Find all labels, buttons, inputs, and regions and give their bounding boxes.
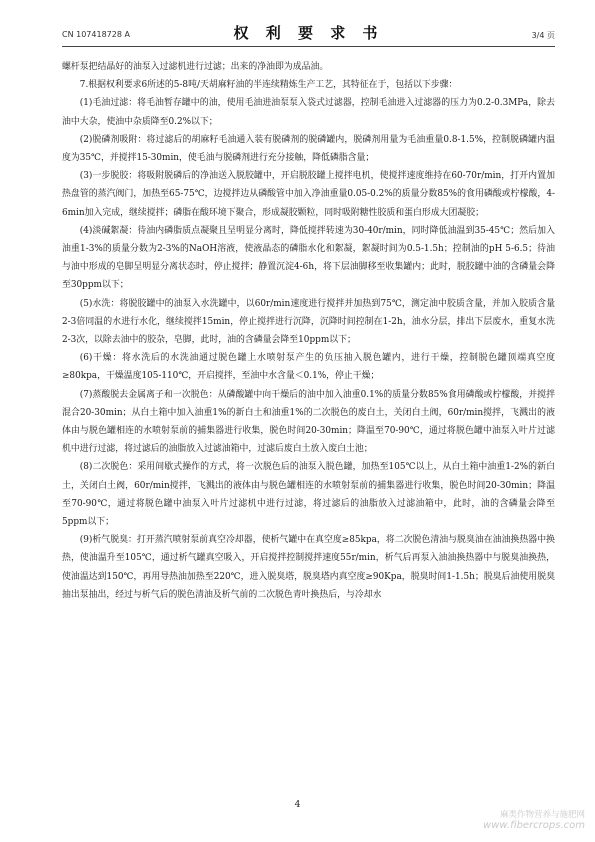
watermark bbox=[483, 808, 585, 831]
claim-paragraph: 螺杆泵把结晶好的油泵入过滤机进行过滤；出来的净油即为成品油。 bbox=[62, 62, 329, 72]
claim-paragraph: (9)析气脱臭：打开蒸汽喷射泵前真空冷却器，使析气罐中在真空度≥85kpa，将二次脱色清油与脱臭油在油油换热器中换热，使油温升至105℃，通过析气罐真空吸入，开启搅拌控制搅拌速度55r/min，析气后再泵入油油换热器中与脱臭油换热，使油温达到150℃，再用导热油加热至220℃，进入脱臭塔，脱臭塔内真空度≥90Kpa，脱臭时间1-1.5h；脱臭后油使用脱臭抽出泵抽出，经过与析气后的脱色清油及析气前的二次脱色青叶换热后，与冷却水 bbox=[62, 535, 555, 600]
claim-paragraph: (6)干燥：将水洗后的水洗油通过脱色罐上水喷射泵产生的负压抽入脱色罐内，进行干燥，控制脱色罐顶端真空度≥80kpa，干燥温度105-110℃，开启搅拌，至油中水含量＜0.1%，停止干燥； bbox=[62, 353, 555, 382]
watermark-site-name: 麻类作物营养与施肥网 bbox=[499, 810, 585, 820]
claim-paragraph: (7)蒸酸脱去金属离子和一次脱色：从磷酸罐中向干燥后的油中加入油重0.1%的质量分数85%食用磷酸或柠檬酸，并搅拌混合20-30min；从白土箱中加入油重1%的新白土和油重1%的二次脱色的废白土，关闭白土阀，60r/min搅拌，飞溅出的液体由与脱色罐相连的水喷射泵前的捕集器进行收集，脱色时间20-30min；降温至70-90℃，通过将脱色罐中油泵入叶片过滤机中进行过滤，将过滤后的油脂放入过滤油箱中，过滤后废白土放入废白土池； bbox=[62, 389, 555, 455]
claim-paragraph: (8)二次脱色：采用间歇式操作的方式，将一次脱色后的油泵入脱色罐，加热至105℃以上，从白土箱中油重1-2%的新白土，关闭白土阀，60r/min搅拌，飞溅出的液体由与脱色罐相连的水喷射泵前的捕集器进行收集，脱色时间20-30min；降温至70-90℃，通过将脱色罐中油泵入叶片过滤机中进行过滤，将过滤后的油脂放入过滤油箱中，此时，油的含磷量会降至5ppm以下； bbox=[62, 462, 555, 528]
page-header bbox=[62, 18, 555, 48]
watermark-url: www.fibercrops.com bbox=[483, 820, 585, 831]
claims-body bbox=[62, 58, 555, 604]
claim-paragraph: (4)淡碱絮凝：待油内磷脂质点凝聚且呈明显分离时，降低搅拌转速为30-40r/min，同时降低油温到35-45℃；然后加入油重1-3%的质量分数为2-3%的NaOH溶液，使液晶态的磷脂水化和絮凝，絮凝时间为0.5-1.5h；控制油的pH 5-6.5；待油与油中形成的皂脚呈明显分离状态时，停止搅拌；静置沉淀4-6h，将下层油脚移至收集罐内；此时，脱胶罐中油的含磷量会降至30ppm以下； bbox=[62, 225, 555, 291]
page-number: 4 bbox=[294, 800, 301, 810]
claim-paragraph: 7.根据权利要求6所述的5-8吨/天胡麻籽油的半连续精炼生产工艺，其特征在于，包括以下步骤： bbox=[79, 80, 458, 91]
claim-paragraph: (5)水洗：将脱胶罐中的油泵入水洗罐中，以60r/min速度进行搅拌并加热到75℃，测定油中胶质含量，并加入胶质含量2-3倍同温的水进行水化，继续搅拌15min，停止搅拌进行沉降，沉降时间控制在1-2h，油水分层，排出下层废水，重复水洗2-3次，以除去油中的胶杂，皂脚，此时，油的含磷量会降至10ppm以下； bbox=[62, 298, 555, 346]
header-divider bbox=[62, 46, 555, 47]
page-info: 3/4 页 bbox=[531, 31, 555, 40]
claim-paragraph: (1)毛油过滤：将毛油暂存罐中的油，使用毛油进油泵泵入袋式过滤器，控制毛油进入过滤器的压力为0.2-0.3MPa，除去油中大杂，使油中杂质降至0.2%以下； bbox=[62, 98, 555, 127]
patent-number: CN 107418728 A bbox=[62, 30, 130, 39]
claim-paragraph: (3)一步脱胶：将吸附脱磷后的净油送入脱胶罐中，开启脱胶罐上搅拌电机，使搅拌速度维持在60-70r/min，打开内置加热盘管的蒸汽阀门，加热至65-75℃，边搅拌边从磷酸管中加入净油重量0.05-0.2%的质量分数85%的食用磷酸或柠檬酸，4-6min加入完成，继续搅拌；磷脂在酸环境下聚合，形成凝胶颗粒，同时吸附糖性胶质和蛋白形成大团凝胶； bbox=[62, 171, 555, 218]
document-title: 权 利 要 求 书 bbox=[233, 24, 384, 42]
claim-paragraph: (2)脱磷剂吸附：将过滤后的胡麻籽毛油通入装有脱磷剂的脱磷罐内，脱磷剂用量为毛油重量0.8-1.5%，控制脱磷罐内温度为35℃，并搅拌15-30min，使毛油与脱磷剂进行充分接触，降低磷脂含量； bbox=[62, 134, 555, 164]
